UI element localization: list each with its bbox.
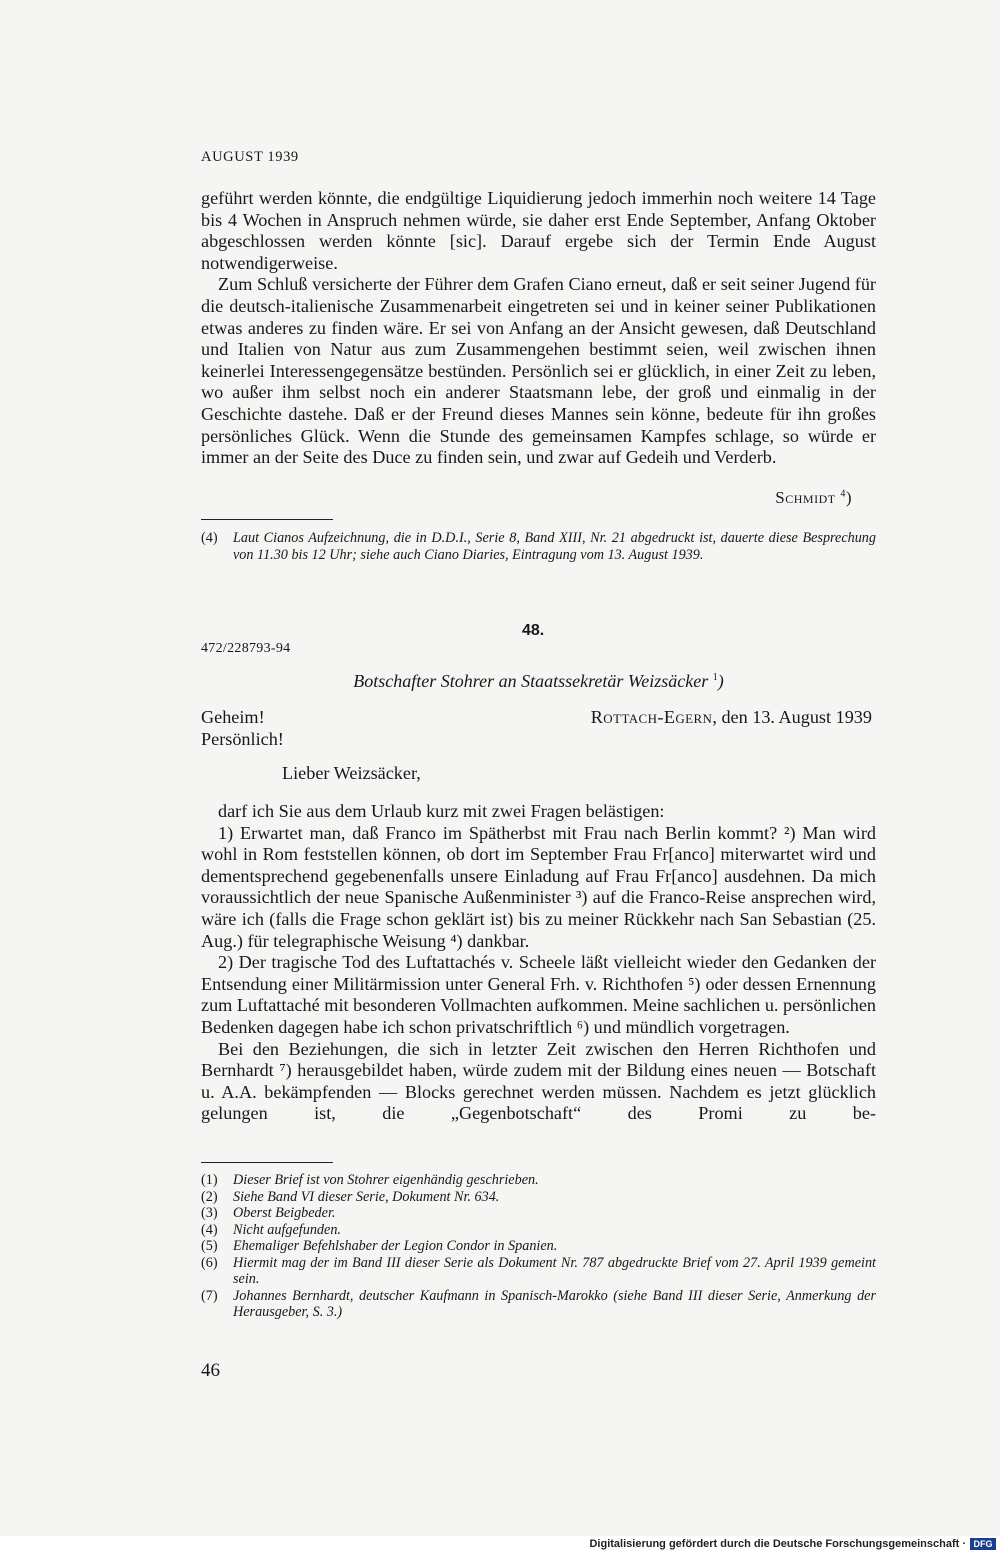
footnote: (4) Laut Cianos Aufzeichnung, die in D.D.I., Serie 8, Band XIII, Nr. 21 abgedruckt ist, dauerte diese Besprechung von 11.30 bis 12 Uhr; siehe auch Ciano Diaries, Eintragung vom 13. August 1939. [201, 530, 876, 563]
page-number: 46 [201, 1360, 220, 1381]
footnote: (1) Dieser Brief ist von Stohrer eigenhändig geschrieben. [201, 1172, 539, 1188]
document-title: Botschafter Stohrer an Staatssekretär Weizsäcker $^1$) [353, 671, 724, 691]
letter-footnotes [201, 1172, 876, 1321]
continuation-footnotes [201, 530, 876, 563]
footnote: (6) Hiermit mag der im Band III dieser Serie als Dokument Nr. 787 abgedruckte Brief vom 27. April 1939 gemeint sein. [201, 1254, 876, 1287]
footnote-rule [201, 1162, 333, 1163]
paragraph: 1) Erwartet man, daß Franco im Spätherbst mit Frau nach Berlin kommt? ²) Man wird wohl in Rom feststellen können, ob dort im September Frau Fr[anco] miterwartet wird und dementsprechend gegebenenfalls unsere Einladung auf Frau Fr[anco] ausdehnen. Da mich voraussichtlich der neue Spanische Außenminister ³) auf die Franco-Reise ansprechen wird, wäre ich (falls die Frage schon geklärt ist) bis zu meiner Rückkehr nach San Sebastian (25. Aug.) für telegraphische Weisung ⁴) dankbar. [201, 822, 876, 951]
footnote: (2) Siehe Band VI dieser Serie, Dokument Nr. 634. [201, 1188, 500, 1205]
paragraph: geführt werden könnte, die endgültige Liquidierung jedoch immerhin noch weitere 14 Tage bis 4 Wochen in Anspruch nehmen würde, sie daher erst Ende September, Anfang Oktober abgeschlossen werden könnte [sic]. Darauf ergebe sich der Termin Ende August notwendigerweise. [201, 188, 876, 273]
signature: Schmidt $^4$) [775, 488, 852, 507]
paragraph: darf ich Sie aus dem Urlaub kurz mit zwei Fragen belästigen: [218, 801, 665, 821]
continuation-text [201, 188, 876, 469]
running-head: AUGUST 1939 [201, 149, 299, 165]
footnote-rule [201, 519, 333, 520]
classification-line: Geheim! [201, 707, 265, 727]
file-reference: 472/228793-94 [201, 641, 291, 656]
paragraph: Zum Schluß versicherte der Führer dem Grafen Ciano erneut, daß er seit seiner Jugend für die deutsch-italienische Zusammenarbeit eingetreten sei und in keiner seiner Publikationen etwas anderes zu finden wäre. Er sei von Anfang an der Ansicht gewesen, daß Deutschland und Italien von Natur aus zum Zusammengehen bestimmt seien, weil zwischen ihnen keinerlei Interessengegensätze bestünden. Persönlich sei er glücklich, in einer Zeit zu leben, wo außer ihm selbst noch ein anderer Staatsmann lebe, der groß und einmalig in der Geschichte dastehe. Daß er der Freund dieses Mannes sein könne, bedeute für ihn großes persönliches Glück. Wenn die Stunde des gemeinsamen Kampfes schlage, so würde er immer an der Seite des Duce zu finden sein, und zwar auf Gedeih und Verderb. [201, 274, 876, 468]
place-date: Rottach-Egern, den 13. August 1939 [590, 707, 872, 727]
paragraph: 2) Der tragische Tod des Luftattachés v. Scheele läßt vielleicht wieder den Gedanken der Entsendung einer Militärmission unter General Frh. v. Richthofen ⁵) oder dessen Ernennung zum Luftattaché mit besonderen Vollmachten aufkommen. Meine sachlichen u. persönlichen Bedenken dagegen habe ich schon privatschriftlich ⁶) und mündlich vorgetragen. [201, 952, 876, 1037]
footnote: (3) Oberst Beigbeder. [201, 1205, 336, 1221]
footnote: (5) Ehemaliger Befehlshaber der Legion Condor in Spanien. [201, 1238, 558, 1254]
document-number: 48. [522, 622, 545, 639]
footnote: (4) Nicht aufgefunden. [201, 1221, 341, 1238]
classification-line: Persönlich! [201, 728, 284, 749]
funding-notice: Digitalisierung gefördert durch die Deutsche Forschungsgemeinschaft · [589, 1538, 966, 1550]
salutation: Lieber Weizsäcker, [282, 763, 421, 783]
dfg-logo: DFG [970, 1538, 996, 1550]
letter-body [201, 801, 876, 1125]
classification [201, 707, 284, 750]
footnote: (7) Johannes Bernhardt, deutscher Kaufmann in Spanisch-Marokko (siehe Band III dieser Serie, Anmerkung der Herausgeber, S. 3.) [201, 1287, 876, 1320]
paragraph: Bei den Beziehungen, die sich in letzter Zeit zwischen den Herren Richthofen und Bernhardt ⁷) herausgebildet haben, würde zudem mit der Bildung eines neuen — Botschaft u. A.A. bekämpfenden — Blocks gerechnet werden müssen. Nachdem es jetzt glücklich gelungen ist, die „Gegenbotschaft“ des Promi zu be- [201, 1038, 876, 1124]
